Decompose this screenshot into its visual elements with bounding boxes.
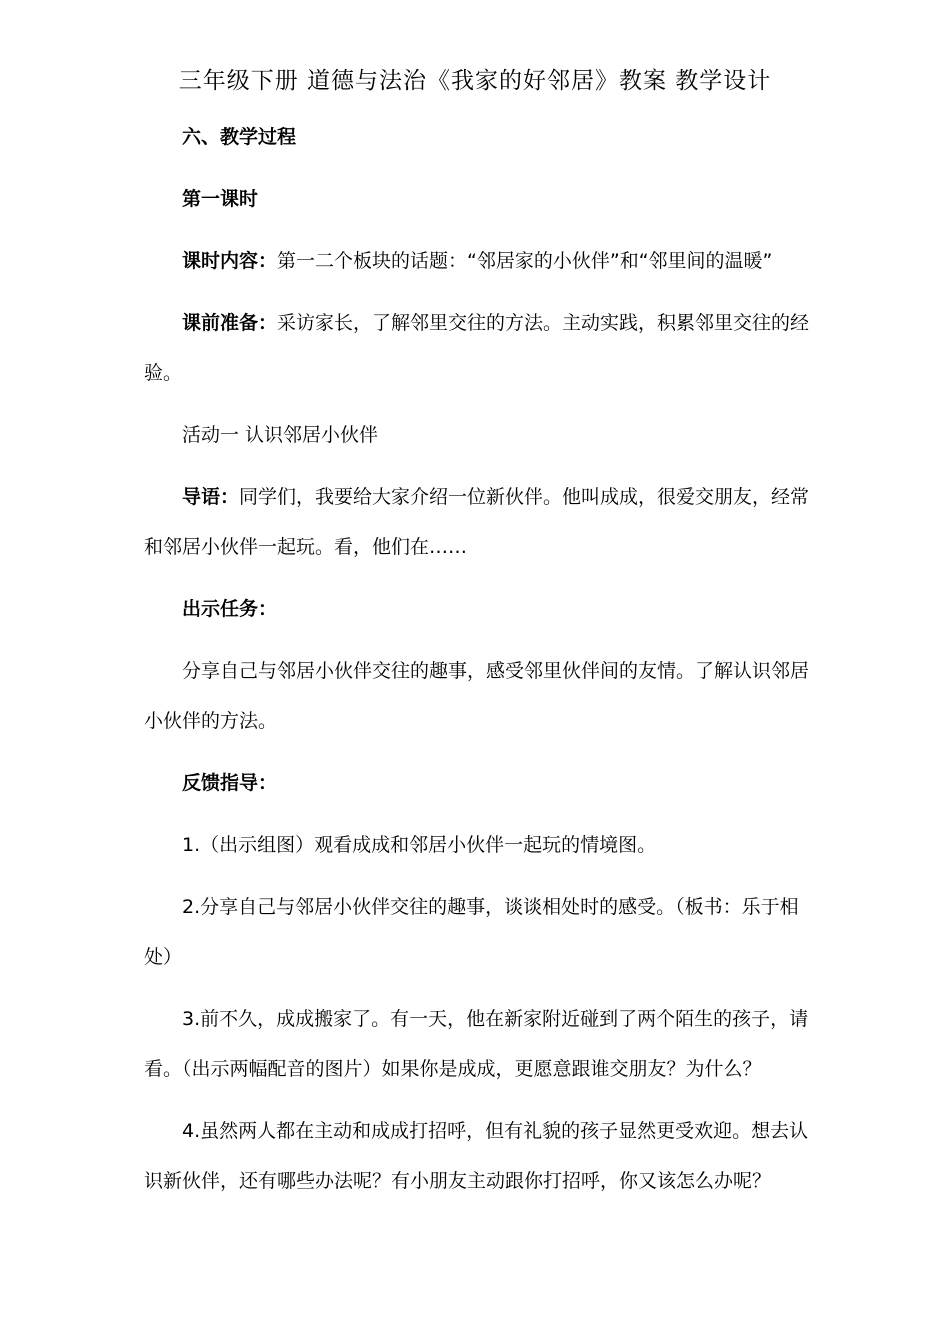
section-heading: 六、教学过程 [182,126,297,148]
feedback-item-1: 1.（出示组图）观看成成和邻居小伙伴一起玩的情境图。 [182,834,657,856]
feedback-item-4-line1: 4.虽然两人都在主动和成成打招呼，但有礼貌的孩子显然更受欢迎。想去认 [182,1120,809,1142]
preparation-text-line2: 验。 [144,362,183,384]
intro-text-line2: 和邻居小伙伴一起玩。看，他们在…… [144,536,468,558]
lesson-content-paragraph [182,248,772,274]
feedback-item-3-line2: 看。（出示两幅配音的图片）如果你是成成，更愿意跟谁交朋友？为什么？ [144,1058,762,1080]
lesson-heading: 第一课时 [182,188,259,210]
lesson-content-text: 第一二个板块的话题：“邻居家的小伙伴”和“邻里间的温暖” [277,250,773,272]
feedback-item-2-line1: 2.分享自己与邻居小伙伴交往的趣事，谈谈相处时的感受。（板书：乐于相 [182,896,799,918]
preparation-text-line1: 采访家长，了解邻里交往的方法。主动实践，积累邻里交往的经 [277,312,810,334]
task-text-line1: 分享自己与邻居小伙伴交往的趣事，感受邻里伙伴间的友情。了解认识邻居 [182,660,810,682]
feedback-heading: 反馈指导： [182,772,278,794]
document-title: 三年级下册 道德与法治《我家的好邻居》教案 教学设计 [178,68,772,94]
intro-label: 导语： [182,486,240,508]
feedback-item-3-line1: 3.前不久，成成搬家了。有一天，他在新家附近碰到了两个陌生的孩子，请 [182,1008,809,1030]
intro-text-line1: 同学们，我要给大家介绍一位新伙伴。他叫成成，很爱交朋友，经常 [239,486,810,508]
intro-paragraph [182,484,809,510]
task-heading: 出示任务： [182,598,278,620]
preparation-label: 课前准备： [182,312,278,334]
feedback-item-4-line2: 识新伙伴，还有哪些办法呢？有小朋友主动跟你打招呼，你又该怎么办呢？ [144,1170,772,1192]
activity-title: 活动一 认识邻居小伙伴 [182,424,379,446]
feedback-item-2-line2: 处） [144,946,183,968]
preparation-paragraph [182,310,809,336]
lesson-content-label: 课时内容： [182,250,278,272]
task-text-line2: 小伙伴的方法。 [144,710,278,732]
